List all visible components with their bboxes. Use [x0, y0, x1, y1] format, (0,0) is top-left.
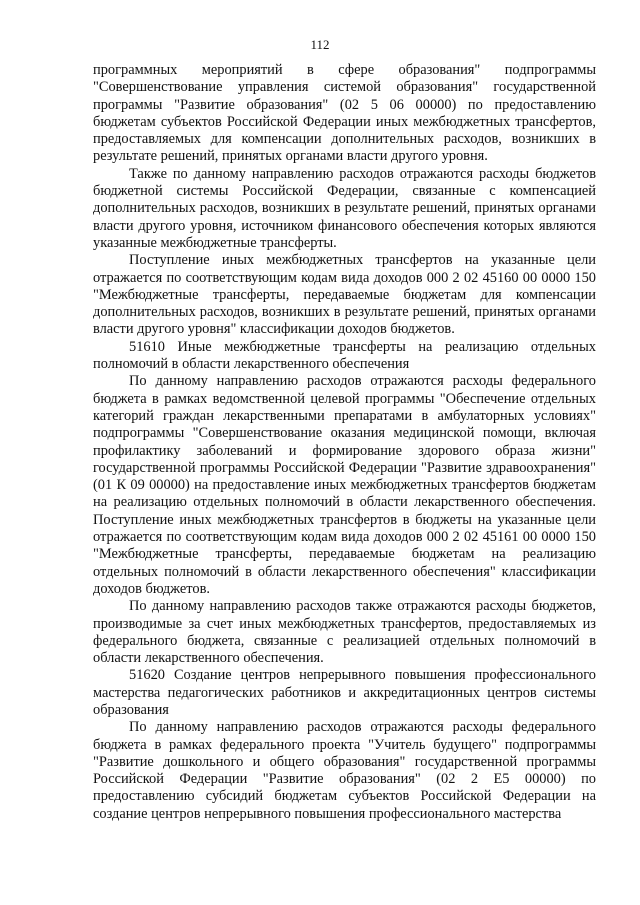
paragraph: Поступление иных межбюджетных трансфертов на указанные цели отражается по соответствующим кодам вида доходов 000 2 02 45160 00 0000 150 "Межбюджетные трансферты, передаваемые бюджетам для компенсации дополнительных расходов, возникших в результате решений, принятых органами власти другого уровня" классификации доходов бюджетов.: [93, 252, 596, 338]
page-number: 112: [310, 37, 330, 52]
paragraph-continuation: программных мероприятий в сфере образования" подпрограммы "Совершенствование управления системой образования" государственной программы "Развитие образования" (02 5 06 00000) по предоставлению бюджетам субъектов Российской Федерации иных межбюджетных трансфертов, предоставляемых для компенсации дополнительных расходов, возникших в результате решений, принятых органами власти другого уровня.: [93, 62, 596, 165]
paragraph: Также по данному направлению расходов отражаются расходы бюджетов бюджетной системы Российской Федерации, связанные с компенсацией дополнительных расходов, возникших в результате решений, принятых органами власти другого уровня, источником финансового обеспечения которых являются указанные межбюджетные трансферты.: [93, 165, 596, 251]
paragraph: По данному направлению расходов отражаются расходы федерального бюджета в рамках федерального проекта "Учитель будущего" подпрограммы "Развитие дошкольного и общего образования" государственной программы Российской Федерации "Развитие образования" (02 2 E5 00000) по предоставлению субсидий бюджетам субъектов Российской Федерации на создание центров непрерывного повышения профессионального мастерства: [93, 719, 596, 822]
document-body: [93, 62, 596, 823]
section-heading-51620: 51620 Создание центров непрерывного повышения профессионального мастерства педагогических работников и аккредитационных центров системы образования: [93, 667, 596, 718]
section-heading-51610: 51610 Иные межбюджетные трансферты на реализацию отдельных полномочий в области лекарственного обеспечения: [93, 338, 596, 373]
paragraph: По данному направлению расходов также отражаются расходы бюджетов, производимые за счет иных межбюджетных трансфертов, предоставляемых из федерального бюджета, связанные с реализацией отдельных полномочий в области лекарственного обеспечения.: [93, 598, 596, 667]
paragraph: По данному направлению расходов отражаются расходы федерального бюджета в рамках ведомственной целевой программы "Обеспечение отдельных категорий граждан лекарственными препаратами в амбулаторных условиях" подпрограммы "Совершенствование оказания медицинской помощи, включая профилактику заболеваний и формирование здорового образа жизни" государственной программы Российской Федерации "Развитие здравоохранения" (01 К 09 00000) на предоставление иных межбюджетных трансфертов бюджетам на реализацию отдельных полномочий в области лекарственного обеспечения. Поступление иных межбюджетных трансфертов в бюджеты на указанные цели отражается по соответствующим кодам вида доходов 000 2 02 45161 00 0000 150 "Межбюджетные трансферты, передаваемые бюджетам на реализацию отдельных полномочий в области лекарственного обеспечения" классификации доходов бюджетов.: [93, 373, 596, 597]
